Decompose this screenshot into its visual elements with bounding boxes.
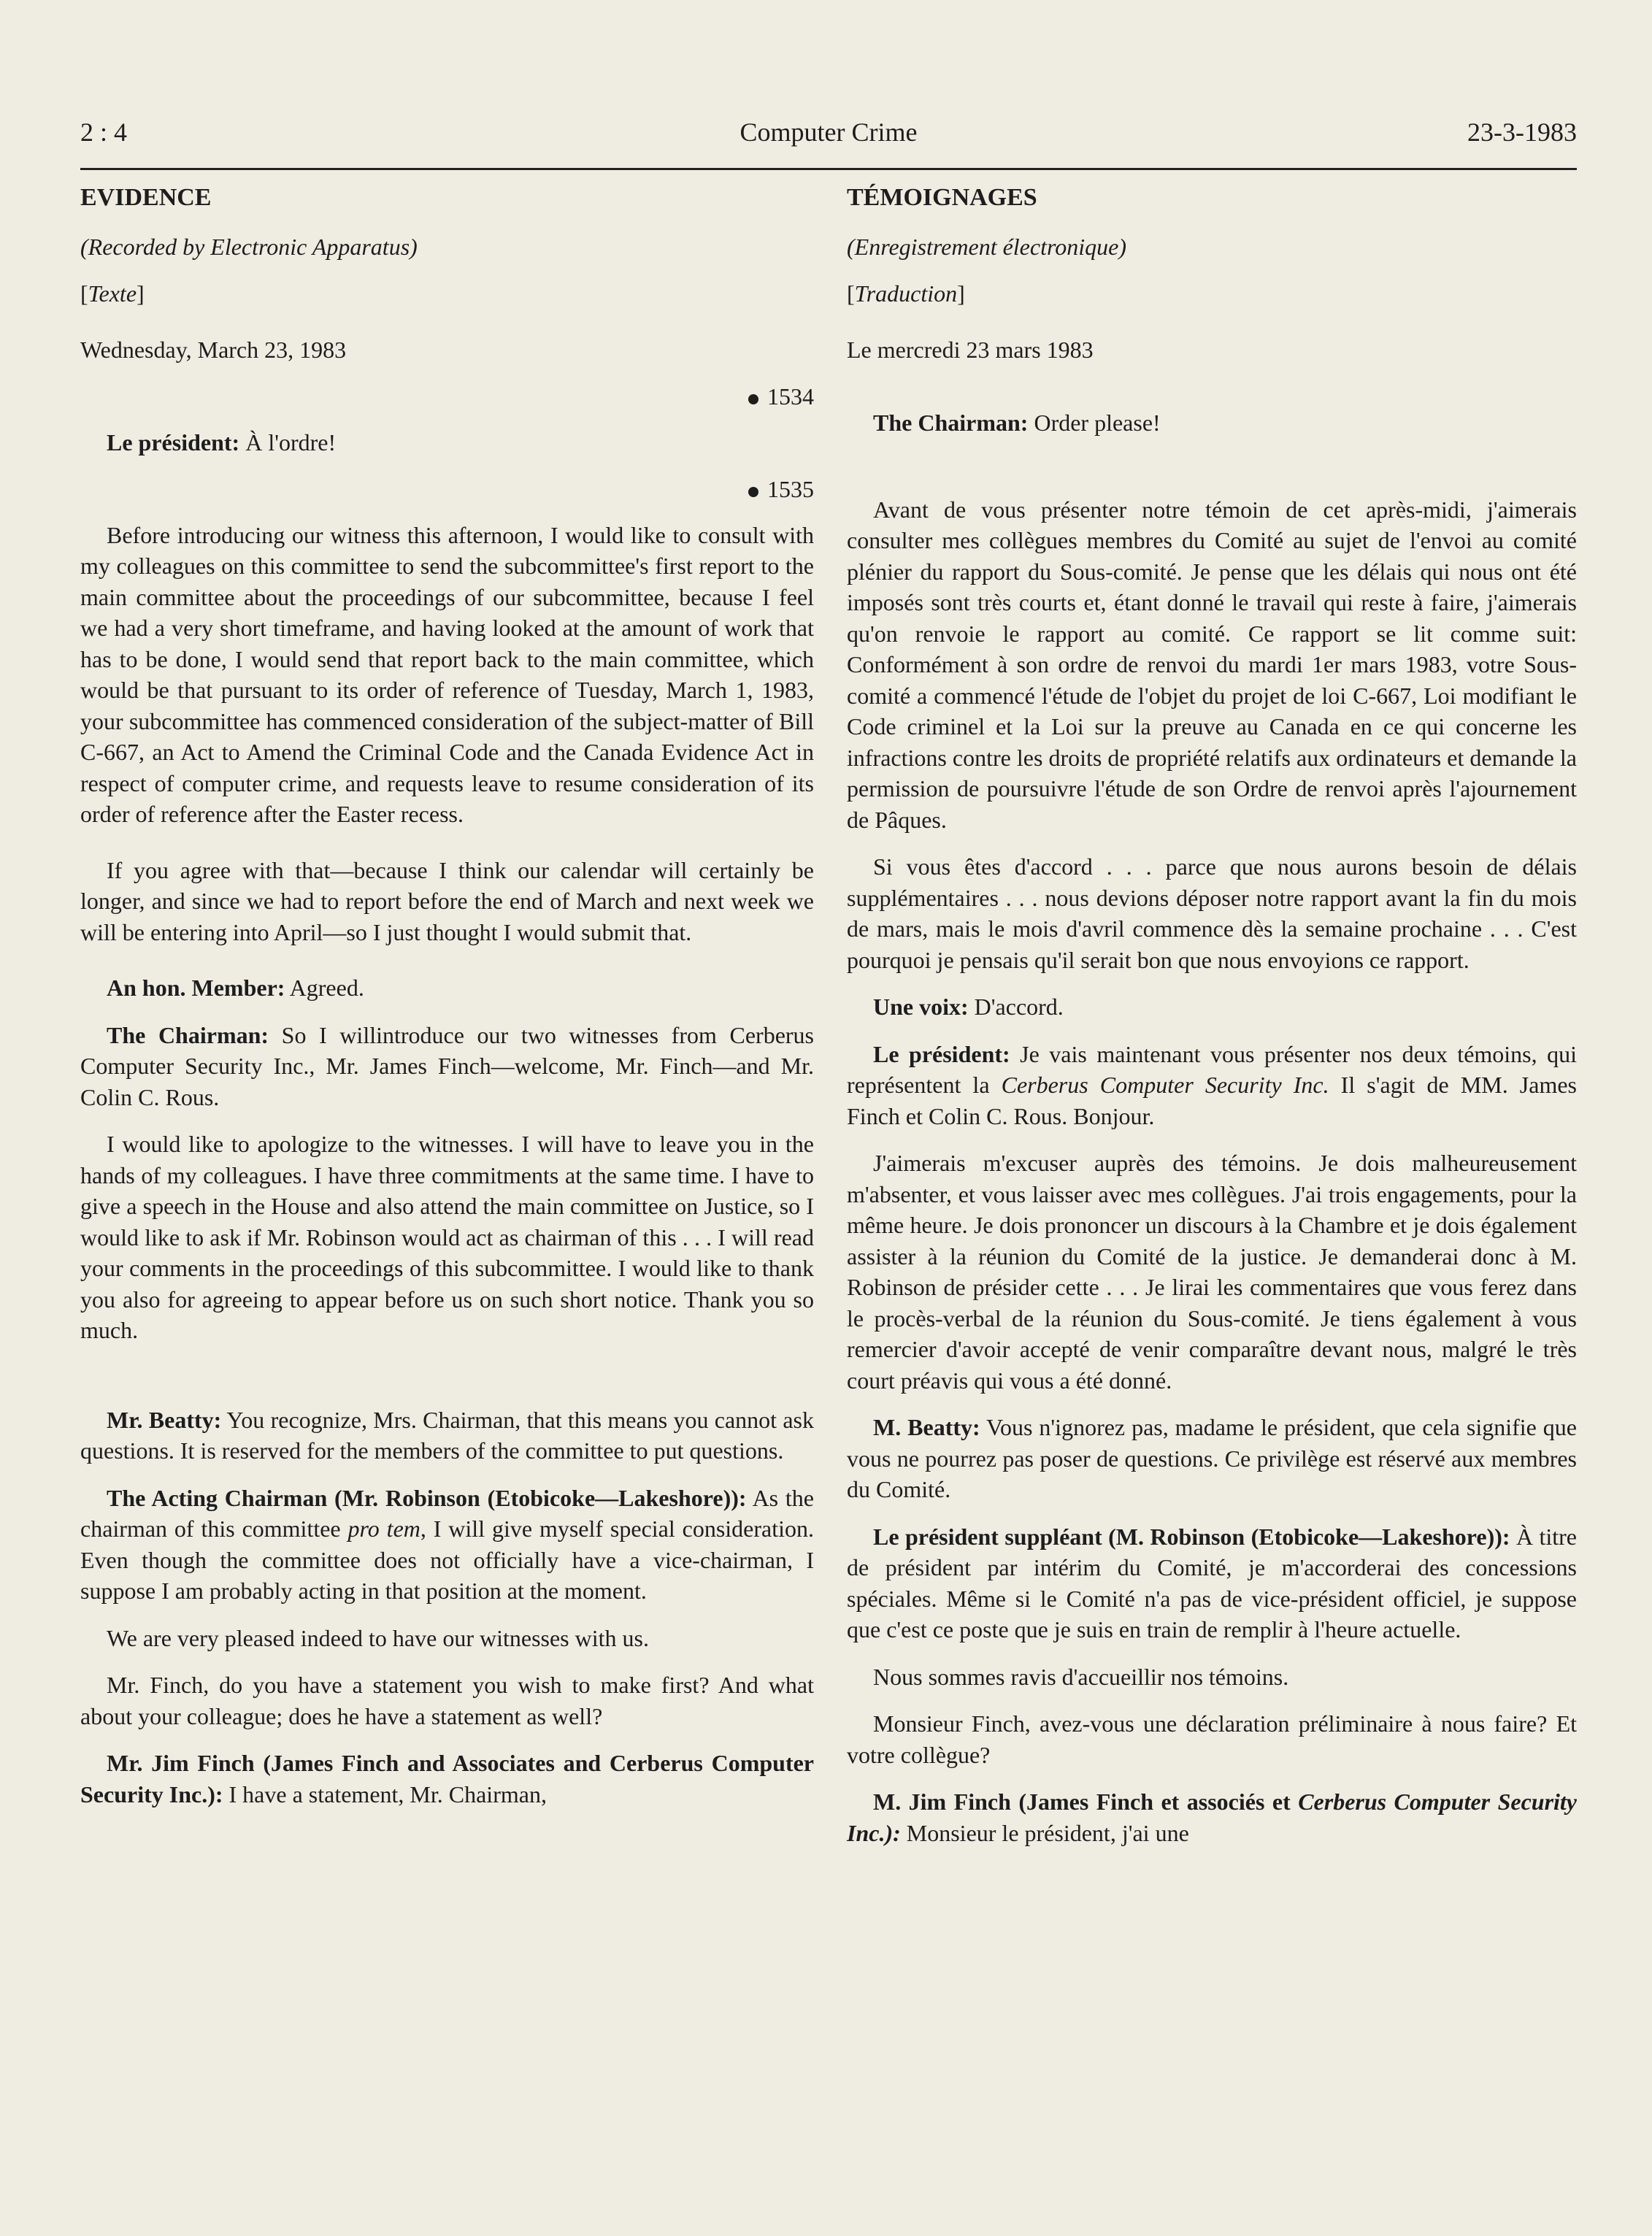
paragraph: Mr. Finch, do you have a statement you wish to make first? And what about your colleague; does he have a statement as well?	[80, 1672, 814, 1729]
speaker: Le président:	[873, 1040, 1010, 1067]
speech: Il s'agit de MM. James Finch et Colin C. Rous. Bonjour.	[847, 1072, 1578, 1129]
recorded-note: (Enregistrement électronique)	[847, 233, 1126, 260]
speech: À titre de président par intérim du Comité, je m'accorderai des concessions spéciales. Même si le Comité n'a pas de vice-président officiel, je suppose que c'est ce poste que je suis en train de remplir à l'heure actuelle.	[847, 1523, 1578, 1643]
paragraph	[847, 991, 1577, 1023]
speech: D'accord.	[968, 994, 1064, 1020]
time-value: 1534	[767, 383, 814, 410]
paragraph	[80, 1020, 814, 1113]
speaker: An hon. Member:	[107, 975, 285, 1001]
paragraph	[847, 1412, 1577, 1505]
speaker: Le président:	[107, 429, 240, 456]
text-tag: [Texte]	[80, 280, 145, 307]
speaker: Une voix:	[873, 994, 969, 1020]
speech: Order please!	[1028, 410, 1161, 436]
speech: You recognize, Mrs. Chairman, that this means you cannot ask questions. It is reserved for the members of the committee to put questions.	[80, 1406, 814, 1464]
paragraph: J'aimerais m'excuser auprès des témoins. Je dois malheureusement m'absenter, et vous laisser avec mes collègues. J'ai trois engagements, pour la même heure. Je dois prononcer un discours à la Chambre et je dois également assister à la réunion du Comité de la justice. Je demanderai donc à M. Robinson de présider cette . . . Je lirai les commentaires que vous ferez dans le procès-verbal de la réunion du Sous-comité. Je tiens également à vous remercier d'avoir accepté de venir comparaître devant nous, malgré le très court préavis qui vous a été donné.	[847, 1150, 1577, 1394]
text-tag-label: Traduction	[854, 280, 958, 307]
bullet-icon	[748, 394, 758, 404]
speaker: The Chairman:	[107, 1021, 269, 1048]
paragraph: If you agree with that—because I think our calendar will certainly be longer, and since we had to report before the end of March and next week we will be entering into April—so I just thought I would submit that.	[80, 856, 814, 945]
paragraph	[80, 1748, 814, 1810]
paragraph: Avant de vous présenter notre témoin de cet après-midi, j'aimerais consulter mes collègues membres du Comité au sujet de l'envoi au comité plénier du rapport du Sous-comité. Je pense que les délais qui nous ont été imposés sont très courts et, étant donné le travail qui reste à faire, j'aimerais qu'on renvoie le rapport au comité. Ce rapport se lit comme suit: Conformément à son ordre de renvoi du mardi 1er mars 1983, votre Sous-comité a commencé l'étude de l'objet du projet de loi C-667, Loi modifiant le Code criminel et la Loi sur la preuve au Canada en ce qui concerne les infractions contre les droits de propriété relatifs aux ordinateurs et demande la permission de poursuivre l'étude de son Ordre de renvoi après l'ajournement de Pâques.	[847, 496, 1577, 833]
speech: Agreed.	[285, 975, 364, 1001]
speech: Monsieur le président, j'ai une	[900, 1819, 1189, 1846]
speaker-name: M. Jim Finch (James Finch et associés et	[873, 1789, 1299, 1815]
speech: À l'ordre!	[239, 429, 337, 456]
text-tag: [Traduction]	[847, 280, 965, 307]
paragraph: We are very pleased indeed to have our witnesses with us.	[107, 1624, 649, 1651]
speaker: Mr. Jim Finch (James Finch and Associates and Cerberus Computer Security Inc.):	[80, 1750, 814, 1807]
bullet-icon	[748, 487, 758, 497]
paragraph	[847, 407, 1577, 439]
time-marker	[80, 474, 814, 505]
french-column	[847, 183, 1577, 1864]
session-date: Le mercredi 23 mars 1983	[847, 336, 1094, 363]
speaker: Le président suppléant (M. Robinson (Etobicoke—Lakeshore)):	[873, 1523, 1510, 1550]
paragraph	[80, 972, 814, 1004]
recorded-note: (Recorded by Electronic Apparatus)	[80, 233, 418, 260]
speech-italic: Cerberus Computer Security Inc.	[1001, 1072, 1329, 1098]
page-header	[80, 117, 1577, 170]
speech: So I willintroduce our two witnesses from Cerberus Computer Security Inc., Mr. James Finch—welcome, Mr. Finch—and Mr. Colin C. Rous.	[80, 1021, 815, 1110]
page-number: 2 : 4	[80, 118, 128, 147]
paragraph	[847, 1039, 1577, 1132]
english-column	[80, 183, 814, 1826]
speech: Vous n'ignorez pas, madame le président, que cela signifie que vous ne pourrez pas poser de questions. Ce privilège est réservé aux membres du Comité.	[847, 1414, 1578, 1502]
paragraph: Si vous êtes d'accord . . . parce que nous aurons besoin de délais supplémentaires . . . nous devions déposer notre rapport avant la fin du mois de mars, mais le mois d'avril commence dès la semaine prochaine . . . C'est pourquoi je pensais qu'il serait bon que nous envoyions ce rapport.	[847, 853, 1577, 973]
speaker: The Acting Chairman (Mr. Robinson (Etobicoke—Lakeshore)):	[107, 1484, 747, 1511]
paragraph	[80, 427, 814, 458]
paragraph	[80, 1405, 814, 1467]
time-value: 1535	[767, 476, 814, 502]
page-date: 23-3-1983	[1467, 118, 1577, 147]
page-title: Computer Crime	[739, 118, 918, 147]
paragraph: I would like to apologize to the witnesses. I will have to leave you in the hands of my colleagues. I have three commitments at the same time. I have to give a speech in the House and also attend the main committee on Justice, so I would like to ask if Mr. Robinson would act as chairman of this . . . I will read your comments in the proceedings of this subcommittee. I would like to thank you also for agreeing to appear before us on such short notice. Thank you so much.	[80, 1131, 814, 1343]
time-marker	[80, 381, 814, 412]
paragraph: Before introducing our witness this afternoon, I would like to consult with my colleagues on this committee to send the subcommittee's first report to the main committee about the proceedings of our subcommittee, because I feel we had a very short timeframe, and having looked at the amount of work that has to be done, I would send that report back to the main committee, which would be that pursuant to its order of reference of Tuesday, March 1, 1983, your subcommittee has commenced consideration of the subject-matter of Bill C-667, an Act to Amend the Criminal Code and the Canada Evidence Act in respect of computer crime, and requests leave to resume consideration of its order of reference after the Easter recess.	[80, 521, 814, 827]
paragraph	[847, 1786, 1577, 1848]
paragraph: Nous sommes ravis d'accueillir nos témoins.	[873, 1663, 1289, 1690]
speaker: M. Beatty:	[873, 1414, 980, 1440]
session-date: Wednesday, March 23, 1983	[80, 336, 347, 363]
section-heading: EVIDENCE	[80, 184, 212, 211]
speech: , I will give myself special consideration. Even though the committee does not officially have a vice-chairman, I suppose I am probably acting in that position at the moment.	[80, 1515, 815, 1604]
speech: As the chairman of this committee	[80, 1484, 815, 1542]
paragraph	[80, 1483, 814, 1607]
paragraph	[847, 1521, 1577, 1645]
speech-italic: pro tem	[347, 1515, 420, 1542]
section-heading: TÉMOIGNAGES	[847, 184, 1037, 211]
speaker: Mr. Beatty:	[107, 1406, 222, 1433]
paragraph: Monsieur Finch, avez-vous une déclaration préliminaire à nous faire? Et votre collègue?	[847, 1710, 1577, 1768]
text-tag-label: Texte	[88, 280, 137, 307]
speech: Je vais maintenant vous présenter nos deux témoins, qui représentent la	[847, 1040, 1578, 1098]
speaker: The Chairman:	[873, 410, 1029, 436]
speaker-org: Cerberus Computer Security Inc.):	[847, 1789, 1578, 1846]
speech: I have a statement, Mr. Chairman,	[223, 1780, 547, 1807]
